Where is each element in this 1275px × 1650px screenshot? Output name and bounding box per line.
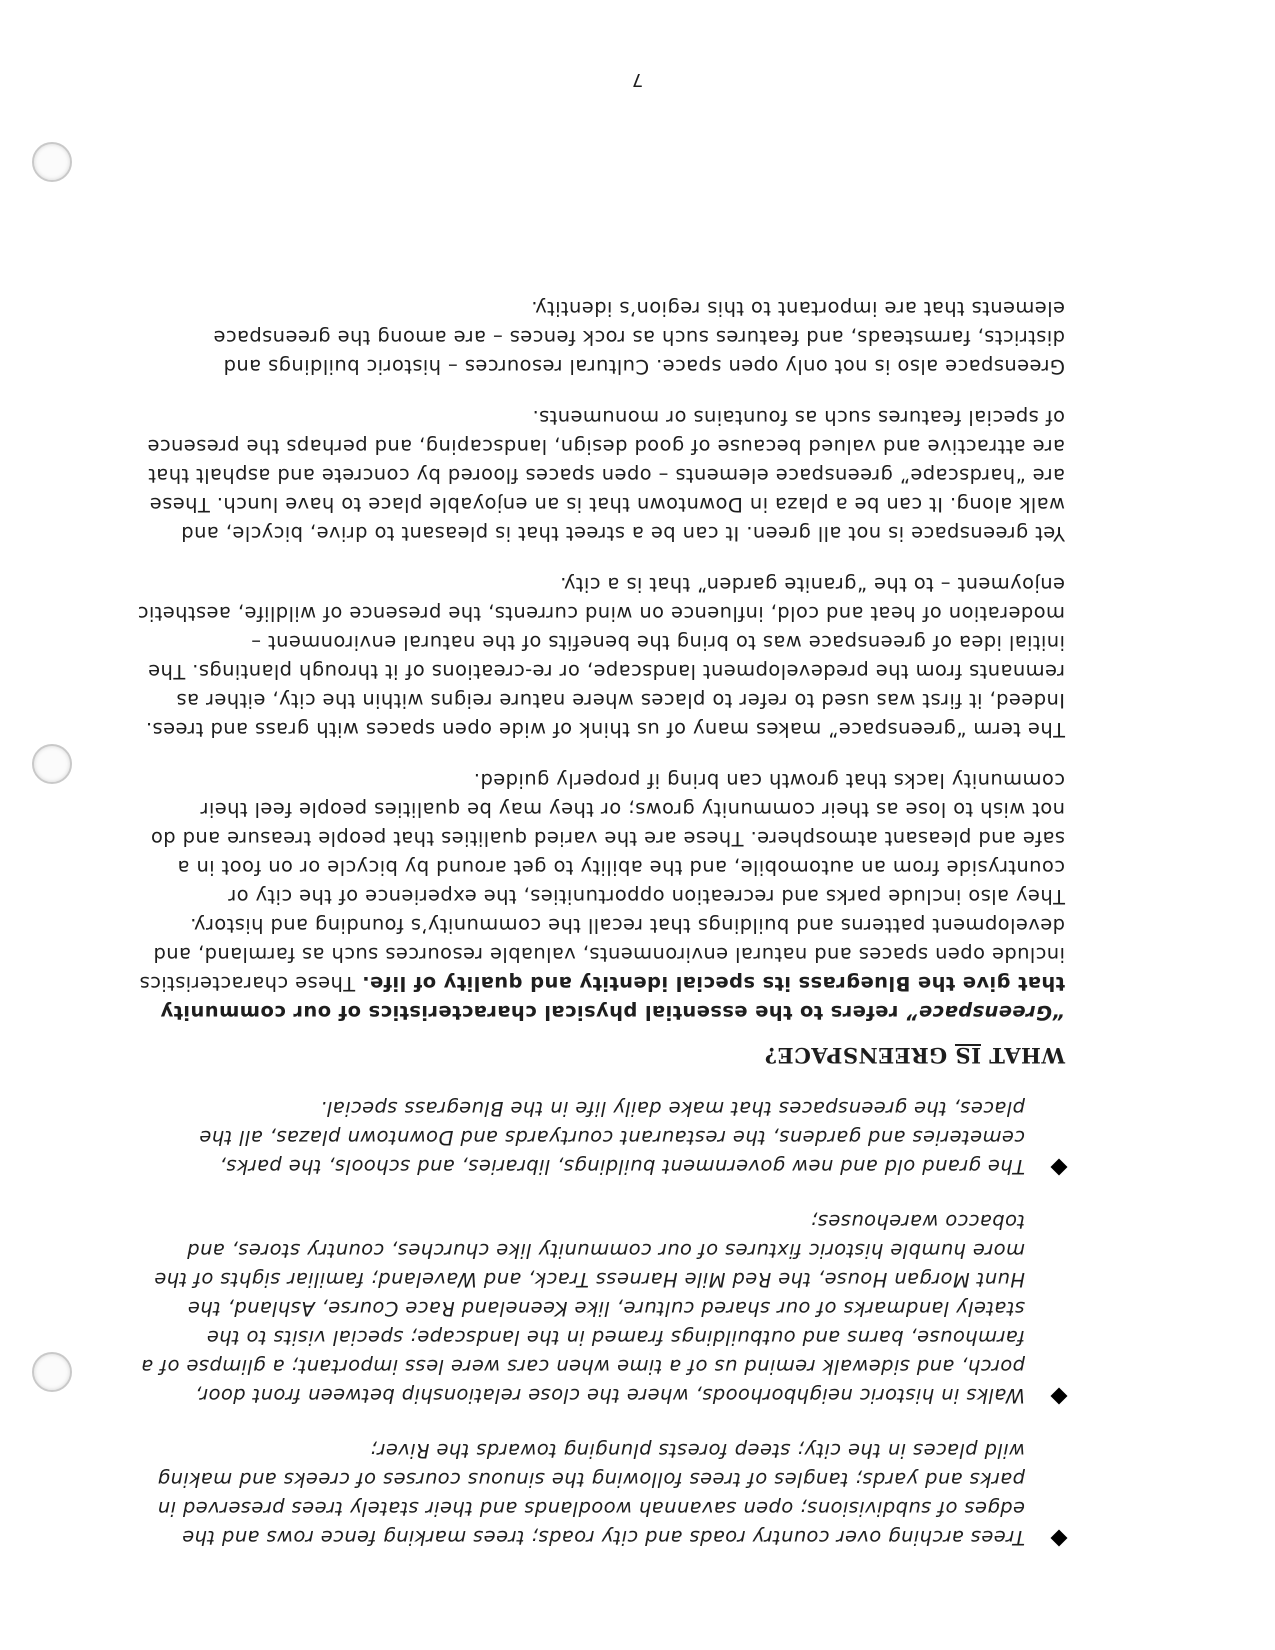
intro-term: “Greenspace”	[905, 1001, 1065, 1024]
bullet-text: Trees arching over country roads and city roads; trees marking fence rows and the edges of subdivisions; open savannah woodlands and their stately trees preserved in parks and yards; tangles of trees following the sinuous courses of creeks and making wild places in the city; steep forests plunging towards the River;	[157, 1439, 1025, 1549]
body-paragraph: The term “greenspace” makes many of us think of wide open spaces with grass and trees. Indeed, it first was used to refer to places where nature reigns within the city, either as remnants from the predevelopment landscape, or re-creations of it through plantings. The initial idea of greenspace was to bring the benefits of the natural environment – moderation of heat and cold, influence on wind currents, the presence of wildlife, aesthetic enjoyment – to the “granite garden” that is a city.	[137, 573, 1065, 741]
diamond-bullet-icon	[1051, 1530, 1068, 1547]
heading-underlined: IS	[954, 1043, 981, 1068]
bullet-item	[135, 1207, 1065, 1410]
bullet-item	[135, 1094, 1065, 1181]
bullet-text: Walks in historic neighborhoods, where the close relationship between front door, porch, and sidewalk remind us of a time when cars were less important; a glimpse of a farmhouse, barns and outbuildings framed in the landscape; special visits to the stately landmarks of our shared culture, like Keeneland Race Course, Ashland, the Hunt Morgan House, the Red Mile Harness Track, and Waveland; familiar sights of the more humble historic fixtures of our community like churches, country stores, and tobacco warehouses;	[140, 1210, 1025, 1407]
bullet-text: The grand old and new government buildings, libraries, and schools, the parks, cemeteries and gardens, the restaurant courtyards and Downtown plazas, all the places, the greenspaces that make daily life in the Bluegrass special.	[199, 1097, 1025, 1178]
diamond-bullet-icon	[1051, 1159, 1068, 1176]
section-heading	[135, 1043, 1065, 1068]
diamond-bullet-icon	[1051, 1388, 1068, 1405]
heading-start: WHAT	[980, 1043, 1065, 1068]
body-paragraph: Yet greenspace is not all green. It can be a street that is pleasant to drive, bicycle, and walk along. It can be a plaza in Downtown that is an enjoyable place to have lunch. These are “hardscape” greenspace elements – open spaces floored by concrete and asphalt that are attractive and valued because of good design, landscaping, and perhaps the presence of special features such as fountains or monuments.	[147, 406, 1065, 545]
body-paragraph: Greenspace also is not only open space. Cultural resources – historic buildings and districts, farmsteads, and features such as rock fences – are among the greenspace elements that are important to this region’s identity.	[213, 297, 1065, 378]
bullet-list	[135, 1094, 1065, 1552]
bullet-item	[135, 1436, 1065, 1552]
intro-paragraph	[135, 766, 1065, 1027]
page-number: 7	[631, 69, 644, 90]
text-column	[135, 272, 1065, 1552]
intro-rest: These characteristics include open spaces and natural environments, valuable resources such as farmland, and development patterns and buildings that recall the community’s founding and history. They also include parks and recreation opportunities, the experience of the city or countryside from an automobile, and the ability to get around by bicycle or on foot in a safe and pleasant atmosphere. These are the varied qualities that people treasure and do not wish to lose as their community grows; or they may be qualities people feel their community lacks that growth can bring if properly guided.	[139, 769, 1065, 995]
intro-bold-rest: refers to the essential physical characteristics of our community that give the Bluegrass its special identity and quality of life.	[160, 972, 1065, 1024]
heading-end: GREENSPACE?	[764, 1043, 955, 1068]
